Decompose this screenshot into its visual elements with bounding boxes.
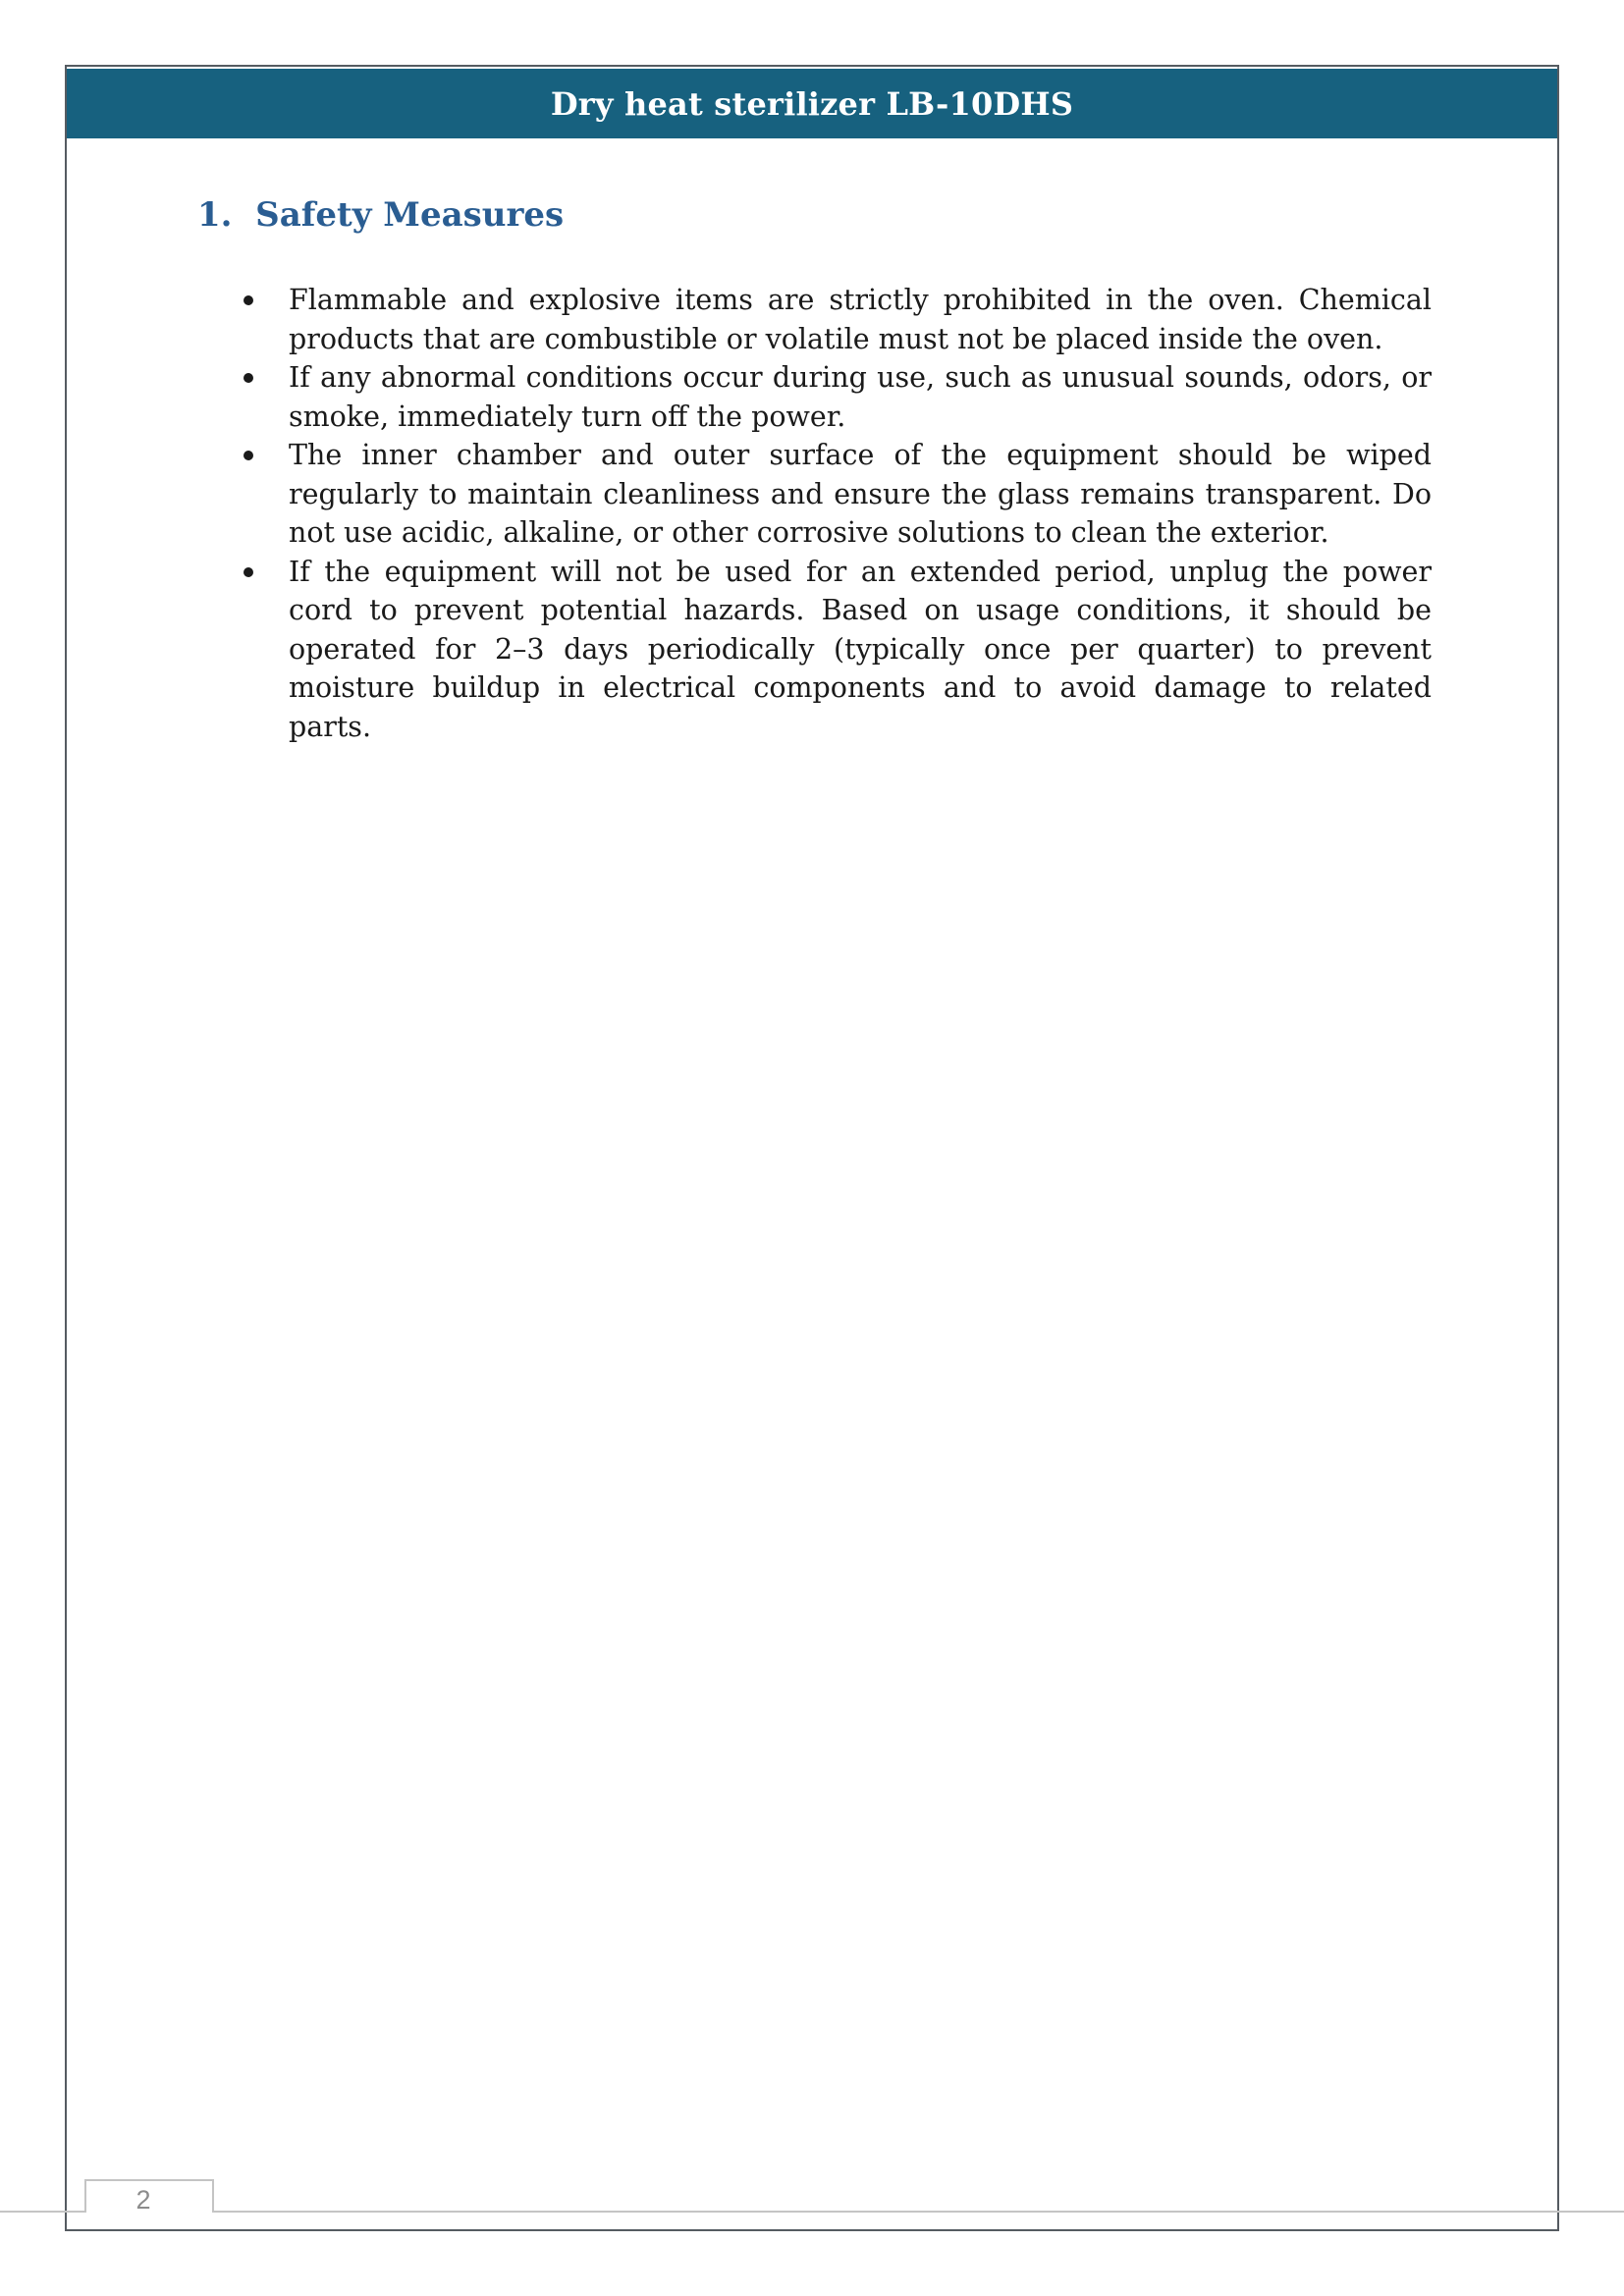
list-item-text: The inner chamber and outer surface of the equipment should be wiped regularly to maintain cleanliness and ensure the glass remains transparent. Do not use acidic, alkaline, or other corrosive solutions to clean the exterior. [289,439,1432,549]
bullet-icon [244,295,253,305]
safety-measures-list [236,281,1432,746]
list-item-text: If the equipment will not be used for an extended period, unplug the power cord to prevent potential hazards. Based on usage conditions, it should be operated for 2–3 days periodically (typically once per quarter) to prevent moisture buildup in electrical components and to avoid damage to related parts. [289,555,1432,743]
section-heading: 1. Safety Measures [197,195,565,235]
list-item [236,281,1432,358]
bullet-icon [244,567,253,577]
page-number: 2 [135,2184,151,2215]
list-item [236,553,1432,747]
list-item-text: Flammable and explosive items are strictly prohibited in the oven. Chemical products that are combustible or volatile must not be placed inside the oven. [289,284,1432,355]
page-number-tab [84,2179,214,2213]
footer-rule [0,2211,1624,2213]
list-item [236,436,1432,553]
header-bar [67,69,1557,138]
document-title: Dry heat sterilizer LB-10DHS [550,84,1074,123]
bullet-icon [244,373,253,383]
bullet-icon [244,451,253,460]
list-item [236,358,1432,436]
list-item-text: If any abnormal conditions occur during use, such as unusual sounds, odors, or smoke, immediately turn off the power. [289,361,1432,433]
